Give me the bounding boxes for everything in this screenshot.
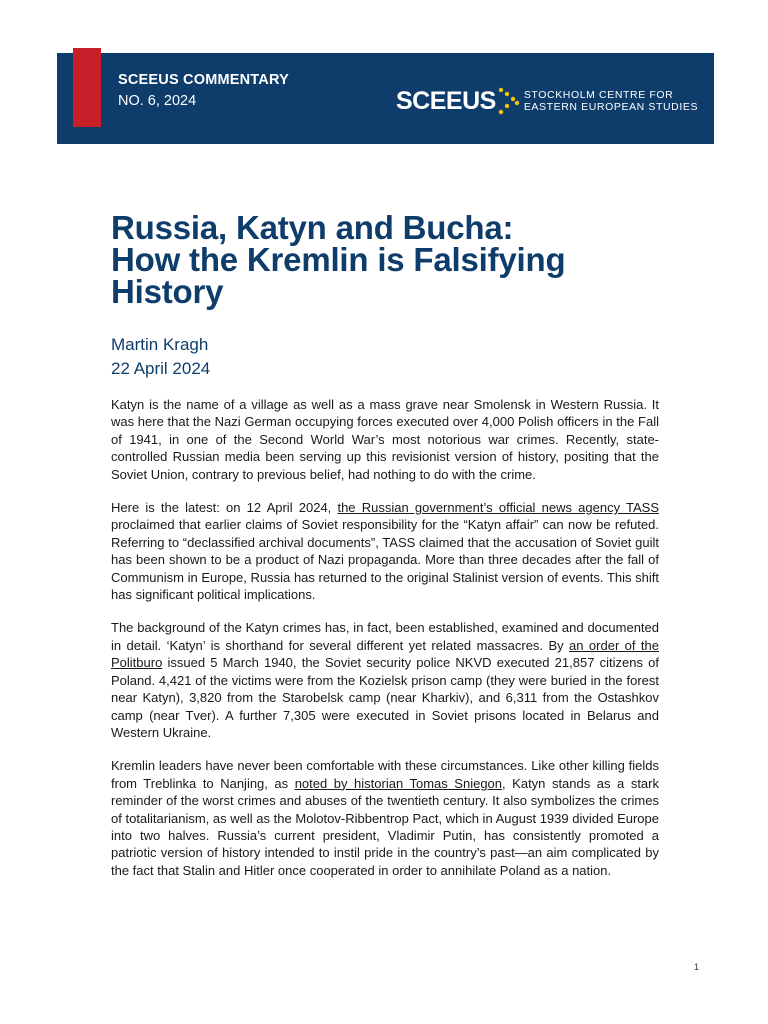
paragraph-2 bbox=[111, 499, 659, 603]
logo-tagline-line-1: STOCKHOLM CENTRE FOR bbox=[523, 89, 674, 101]
issue-number: NO. 6, 2024 bbox=[118, 93, 197, 109]
logo-tagline bbox=[524, 89, 698, 113]
tass-link[interactable]: the Russian government’s official news agency TASS bbox=[337, 500, 659, 516]
title-line-2: How the Kremlin is Falsifying bbox=[111, 241, 566, 278]
logo-tagline-line-2: EASTERN EUROPEAN STUDIES bbox=[523, 101, 699, 113]
politburo-order-link[interactable]: an order of the Politburo bbox=[111, 637, 660, 671]
sceeus-logo bbox=[396, 84, 698, 118]
paragraph-1: Katyn is the name of a village as well as a mass grave near Smolensk in Western Russia. It was here that the Nazi German occupying forces executed over 4,000 Polish officers in the Fall of 1941, in one of the Second World War’s most notorious war crimes. Recently, state-controlled Russian media been serving up this revisionist version of history, positing that the Soviet Union, contrary to previous belief, had nothing to do with the crime. bbox=[111, 397, 659, 482]
paragraph-3 bbox=[111, 619, 659, 741]
paragraph-4 bbox=[111, 757, 659, 879]
title-line-3: History bbox=[111, 273, 224, 310]
red-accent-tab bbox=[73, 48, 101, 127]
page-number: 1 bbox=[694, 962, 700, 972]
article-title bbox=[111, 209, 681, 310]
sniegon-link[interactable]: noted by historian Tomas Sniegon bbox=[294, 775, 503, 791]
paragraph-3-text-a: The background of the Katyn crimes has, in fact, been established, examined and documented in detail. ‘Katyn’ is shorthand for several different yet related massacres. By bbox=[111, 620, 659, 653]
series-label: SCEEUS COMMENTARY bbox=[118, 72, 289, 88]
paragraph-4-text-b: , Katyn stands as a stark reminder of the worst crimes and abuses of the twentieth century. It also symbolizes the crimes of totalitarianism, as well as the Molotov-Ribbentrop Pact, which in August 1939 divided Europe into two halves. Russia’s current president, Vladimir Putin, has consistently promoted a patriotic version of history intended to instil pride in the country’s past—an aim complicated by the fact that Stalin and Hitler once cooperated in order to annihilate Poland as a nation. bbox=[111, 775, 659, 878]
logo-dots-icon bbox=[498, 86, 520, 116]
publication-date: 22 April 2024 bbox=[111, 359, 211, 378]
paragraph-2-text-a: Here is the latest: on 12 April 2024, bbox=[111, 500, 338, 516]
article-body bbox=[111, 396, 659, 895]
author-name: Martin Kragh bbox=[111, 335, 209, 354]
logo-wordmark: SCEEUS bbox=[396, 86, 496, 115]
paragraph-2-text-b: proclaimed that earlier claims of Soviet responsibility for the “Katyn affair” can now be refuted. Referring to “declassified archival documents”, TASS claimed that the accusation of Soviet guilt has been shown to be a product of Nazi propaganda. More than three decades after the fall of Communism in Europe, Russia has returned to the original Stalinist version of events. This shift has significant political implications. bbox=[111, 517, 659, 603]
title-line-1: Russia, Katyn and Bucha: bbox=[111, 209, 514, 246]
paragraph-4-text-a: Kremlin leaders have never been comfortable with these circumstances. Like other killing fields from Treblinka to Nanjing, as bbox=[111, 758, 659, 791]
paragraph-3-text-b: issued 5 March 1940, the Soviet security police NKVD executed 21,857 citizens of Poland. 4,421 of the victims were from the Kozielsk prison camp (they were buried in the forest near Katyn), 3,820 from the Starobelsk camp (near Kharkiv), and 6,311 from the Ostashkov camp (near Tver). A further 7,305 were executed in Soviet prisons located in Belarus and Western Ukraine. bbox=[111, 655, 659, 740]
